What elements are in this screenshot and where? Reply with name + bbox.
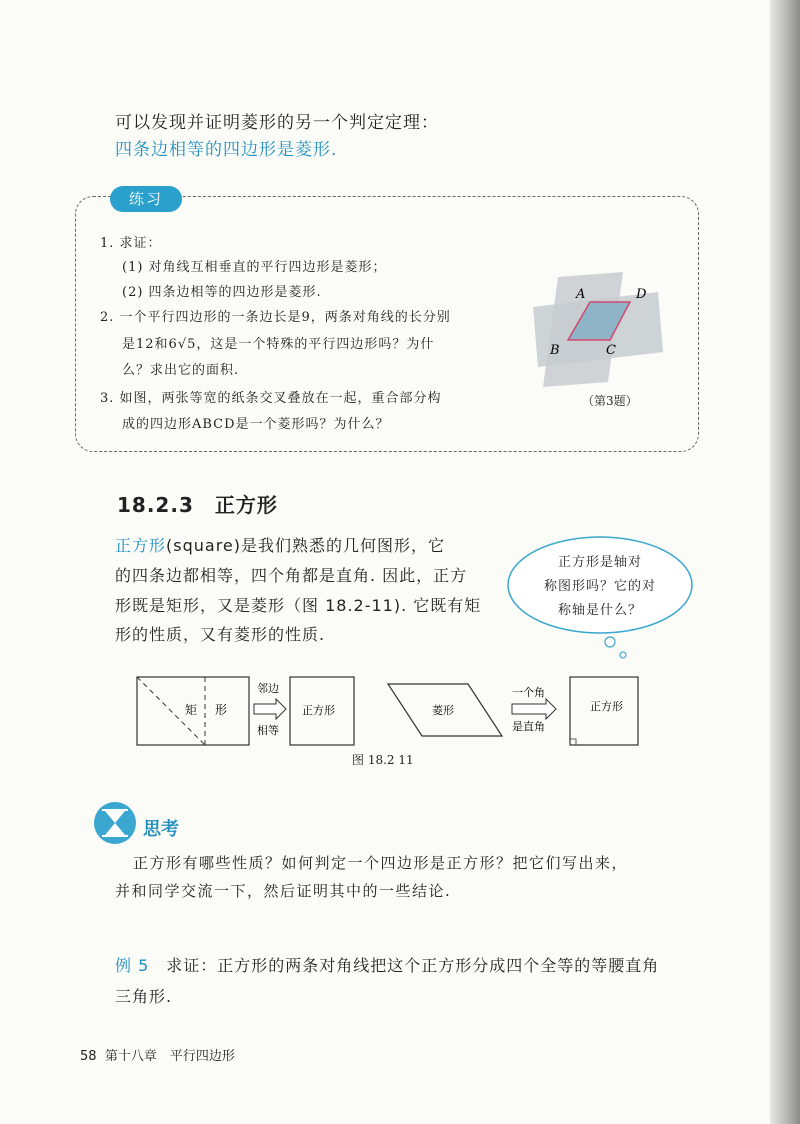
arrow2-top-label: 一个角	[512, 686, 545, 699]
chapter-title: 第十八章 平行四边形	[104, 1049, 235, 1064]
figure-3-caption: （第3题）	[582, 394, 638, 408]
example-text: 求证：正方形的两条对角线把这个正方形分成四个全等的等腰直角	[166, 956, 660, 975]
think-title: 思考	[143, 819, 179, 840]
label-d: D	[636, 287, 647, 302]
label-a: A	[576, 287, 586, 302]
square2-label: 正方形	[590, 700, 623, 713]
intro-text: 可以发现并证明菱形的另一个判定定理：	[115, 113, 439, 133]
figure-caption: 图 18.2 11	[352, 753, 414, 767]
example-label: 例 5	[115, 956, 150, 975]
exercise-line: 2. 一个平行四边形的一条边长是9，两条对角线的长分别	[100, 310, 451, 325]
think-line: 并和同学交流一下，然后证明其中的一些结论.	[115, 882, 452, 900]
think-icon	[92, 800, 138, 846]
exercise-line: 1. 求证：	[100, 236, 162, 251]
think-line: 正方形有哪些性质？如何判定一个四边形是正方形？把它们写出来，	[133, 854, 629, 872]
rect-label-1: 矩	[185, 703, 198, 717]
section-heading: 18.2.3 正方形	[117, 493, 278, 517]
exercise-line: 么？求出它的面积.	[122, 363, 240, 378]
bubble-line: 称图形吗？它的对	[543, 579, 656, 594]
arrow-right-icon	[254, 699, 286, 719]
square1-label: 正方形	[302, 704, 335, 717]
arrow2-bottom-label: 是直角	[512, 720, 545, 733]
figure-18-2-11	[130, 672, 650, 752]
exercise-title-tab: 练习	[110, 186, 182, 212]
section-para-line-1	[115, 533, 445, 556]
theorem-text: 四条边相等的四边形是菱形.	[115, 140, 338, 160]
term-rest: (square)是我们熟悉的几何图形，它	[166, 536, 446, 555]
exercise-line: 成的四边形ABCD是一个菱形吗？为什么？	[122, 417, 390, 432]
arrow1-bottom-label: 相等	[257, 724, 279, 737]
right-angle-mark	[570, 739, 576, 745]
rhombus-label: 菱形	[432, 704, 454, 717]
exercise-line: (2) 四条边相等的四边形是菱形.	[122, 285, 322, 300]
example-line-2: 三角形.	[115, 987, 173, 1006]
paper-strips-figure	[528, 262, 668, 392]
term-square: 正方形	[115, 536, 167, 555]
page-footer	[80, 1045, 235, 1064]
exercise-line: 3. 如图，两张等宽的纸条交叉叠放在一起，重合部分构	[100, 391, 442, 406]
label-b: B	[550, 343, 560, 358]
section-para-line: 形的性质，又有菱形的性质.	[115, 625, 326, 644]
arrow1-top-label: 邻边	[257, 682, 279, 695]
exercise-line: 是12和6√5，这是一个特殊的平行四边形吗？为什	[122, 337, 435, 352]
arrow-right-icon	[512, 699, 556, 719]
label-c: C	[606, 343, 616, 358]
section-para-line: 的四条边都相等，四个角都是直角. 因此，正方	[115, 566, 468, 585]
exercise-line: (1) 对角线互相垂直的平行四边形是菱形；	[122, 260, 387, 275]
page-edge-shadow	[770, 0, 800, 1124]
example-line-1	[115, 953, 659, 976]
rect-label-2: 形	[215, 703, 228, 717]
section-para-line: 形既是矩形，又是菱形（图 18.2-11). 它既有矩	[115, 596, 482, 615]
bubble-line: 称轴是什么？	[557, 603, 642, 618]
page-number: 58	[80, 1049, 97, 1064]
bubble-line: 正方形是轴对	[557, 555, 642, 570]
